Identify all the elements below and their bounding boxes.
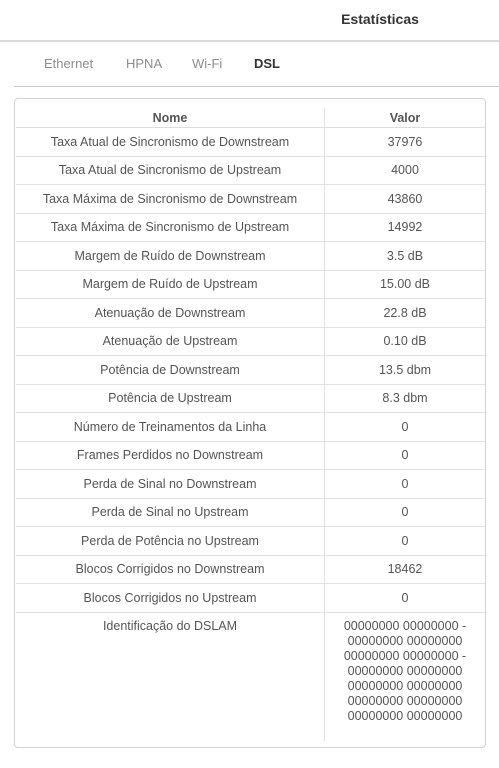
tab-dsl[interactable]: DSL: [254, 56, 280, 71]
row-value: 18462: [325, 555, 486, 584]
row-name: Taxa Máxima de Sincronismo de Upstream: [16, 213, 325, 242]
row-name: Taxa Atual de Sincronismo de Downstream: [16, 128, 325, 157]
tab-bar: [0, 42, 499, 88]
table-row: [16, 584, 485, 613]
row-name: Taxa Atual de Sincronismo de Upstream: [16, 156, 325, 185]
dsl-stats-table: [16, 108, 485, 741]
row-name: Perda de Potência no Upstream: [16, 527, 325, 556]
row-name: Blocos Corrigidos no Upstream: [16, 584, 325, 613]
table-row: [16, 413, 485, 442]
dslam-id-line: 00000000 00000000: [347, 633, 463, 648]
row-value: 0: [325, 498, 486, 527]
row-value: 3.5 dB: [325, 242, 486, 271]
row-name: Identificação do DSLAM: [16, 612, 325, 741]
row-value: 0: [325, 441, 486, 470]
row-name: Frames Perdidos no Downstream: [16, 441, 325, 470]
table-header-row: [16, 108, 485, 128]
row-value: 15.00 dB: [325, 270, 486, 299]
table-row: [16, 213, 485, 242]
row-value: 22.8 dB: [325, 299, 486, 328]
row-name: Margem de Ruído de Downstream: [16, 242, 325, 271]
row-name: Taxa Máxima de Sincronismo de Downstream: [16, 185, 325, 214]
dslam-id-line: 00000000 00000000: [347, 693, 463, 708]
dslam-id-line: 00000000 00000000: [347, 678, 463, 693]
table-row-dslam: [16, 612, 485, 741]
row-name: Potência de Downstream: [16, 356, 325, 385]
row-value: 0.10 dB: [325, 327, 486, 356]
table-row: [16, 441, 485, 470]
table-row: [16, 555, 485, 584]
table-row: [16, 356, 485, 385]
tab-ethernet[interactable]: Ethernet: [44, 56, 94, 71]
row-name: Perda de Sinal no Downstream: [16, 470, 325, 499]
dslam-id-line: 00000000 00000000: [347, 708, 463, 723]
row-value: 37976: [325, 128, 486, 157]
table-row: [16, 498, 485, 527]
row-name: Perda de Sinal no Upstream: [16, 498, 325, 527]
row-value: 0: [325, 470, 486, 499]
dslam-id-line: 00000000 00000000 -: [343, 618, 467, 633]
row-name: Margem de Ruído de Upstream: [16, 270, 325, 299]
row-value: 8.3 dbm: [325, 384, 486, 413]
table-row: [16, 270, 485, 299]
row-name: Potência de Upstream: [16, 384, 325, 413]
tab-wifi[interactable]: Wi-Fi: [192, 56, 223, 71]
row-name: Número de Treinamentos da Linha: [16, 413, 325, 442]
table-row: [16, 384, 485, 413]
table-row: [16, 527, 485, 556]
row-value: 0: [325, 413, 486, 442]
table-row: [16, 470, 485, 499]
page-title: Estatísticas: [341, 11, 419, 27]
page-header: [0, 0, 499, 42]
dslam-id-line: 00000000 00000000: [347, 663, 463, 678]
row-name: Blocos Corrigidos no Downstream: [16, 555, 325, 584]
row-name: Atenuação de Downstream: [16, 299, 325, 328]
table-row: [16, 299, 485, 328]
table-row: [16, 156, 485, 185]
column-header-name: Nome: [16, 108, 325, 128]
table-row: [16, 242, 485, 271]
tabs-divider: [14, 86, 499, 87]
column-header-value: Valor: [325, 108, 486, 128]
row-value: 0: [325, 527, 486, 556]
table-row: [16, 128, 485, 157]
dslam-id-lines: [325, 619, 485, 724]
row-name: Atenuação de Upstream: [16, 327, 325, 356]
dsl-stats-panel: [14, 98, 486, 748]
row-value: 4000: [325, 156, 486, 185]
row-value: 13.5 dbm: [325, 356, 486, 385]
dslam-id-line: 00000000 00000000 -: [343, 648, 467, 663]
tab-hpna[interactable]: HPNA: [126, 56, 163, 71]
row-value: 0: [325, 584, 486, 613]
row-value-dslam: [325, 612, 486, 741]
row-value: 14992: [325, 213, 486, 242]
row-value: 43860: [325, 185, 486, 214]
table-row: [16, 327, 485, 356]
table-row: [16, 185, 485, 214]
